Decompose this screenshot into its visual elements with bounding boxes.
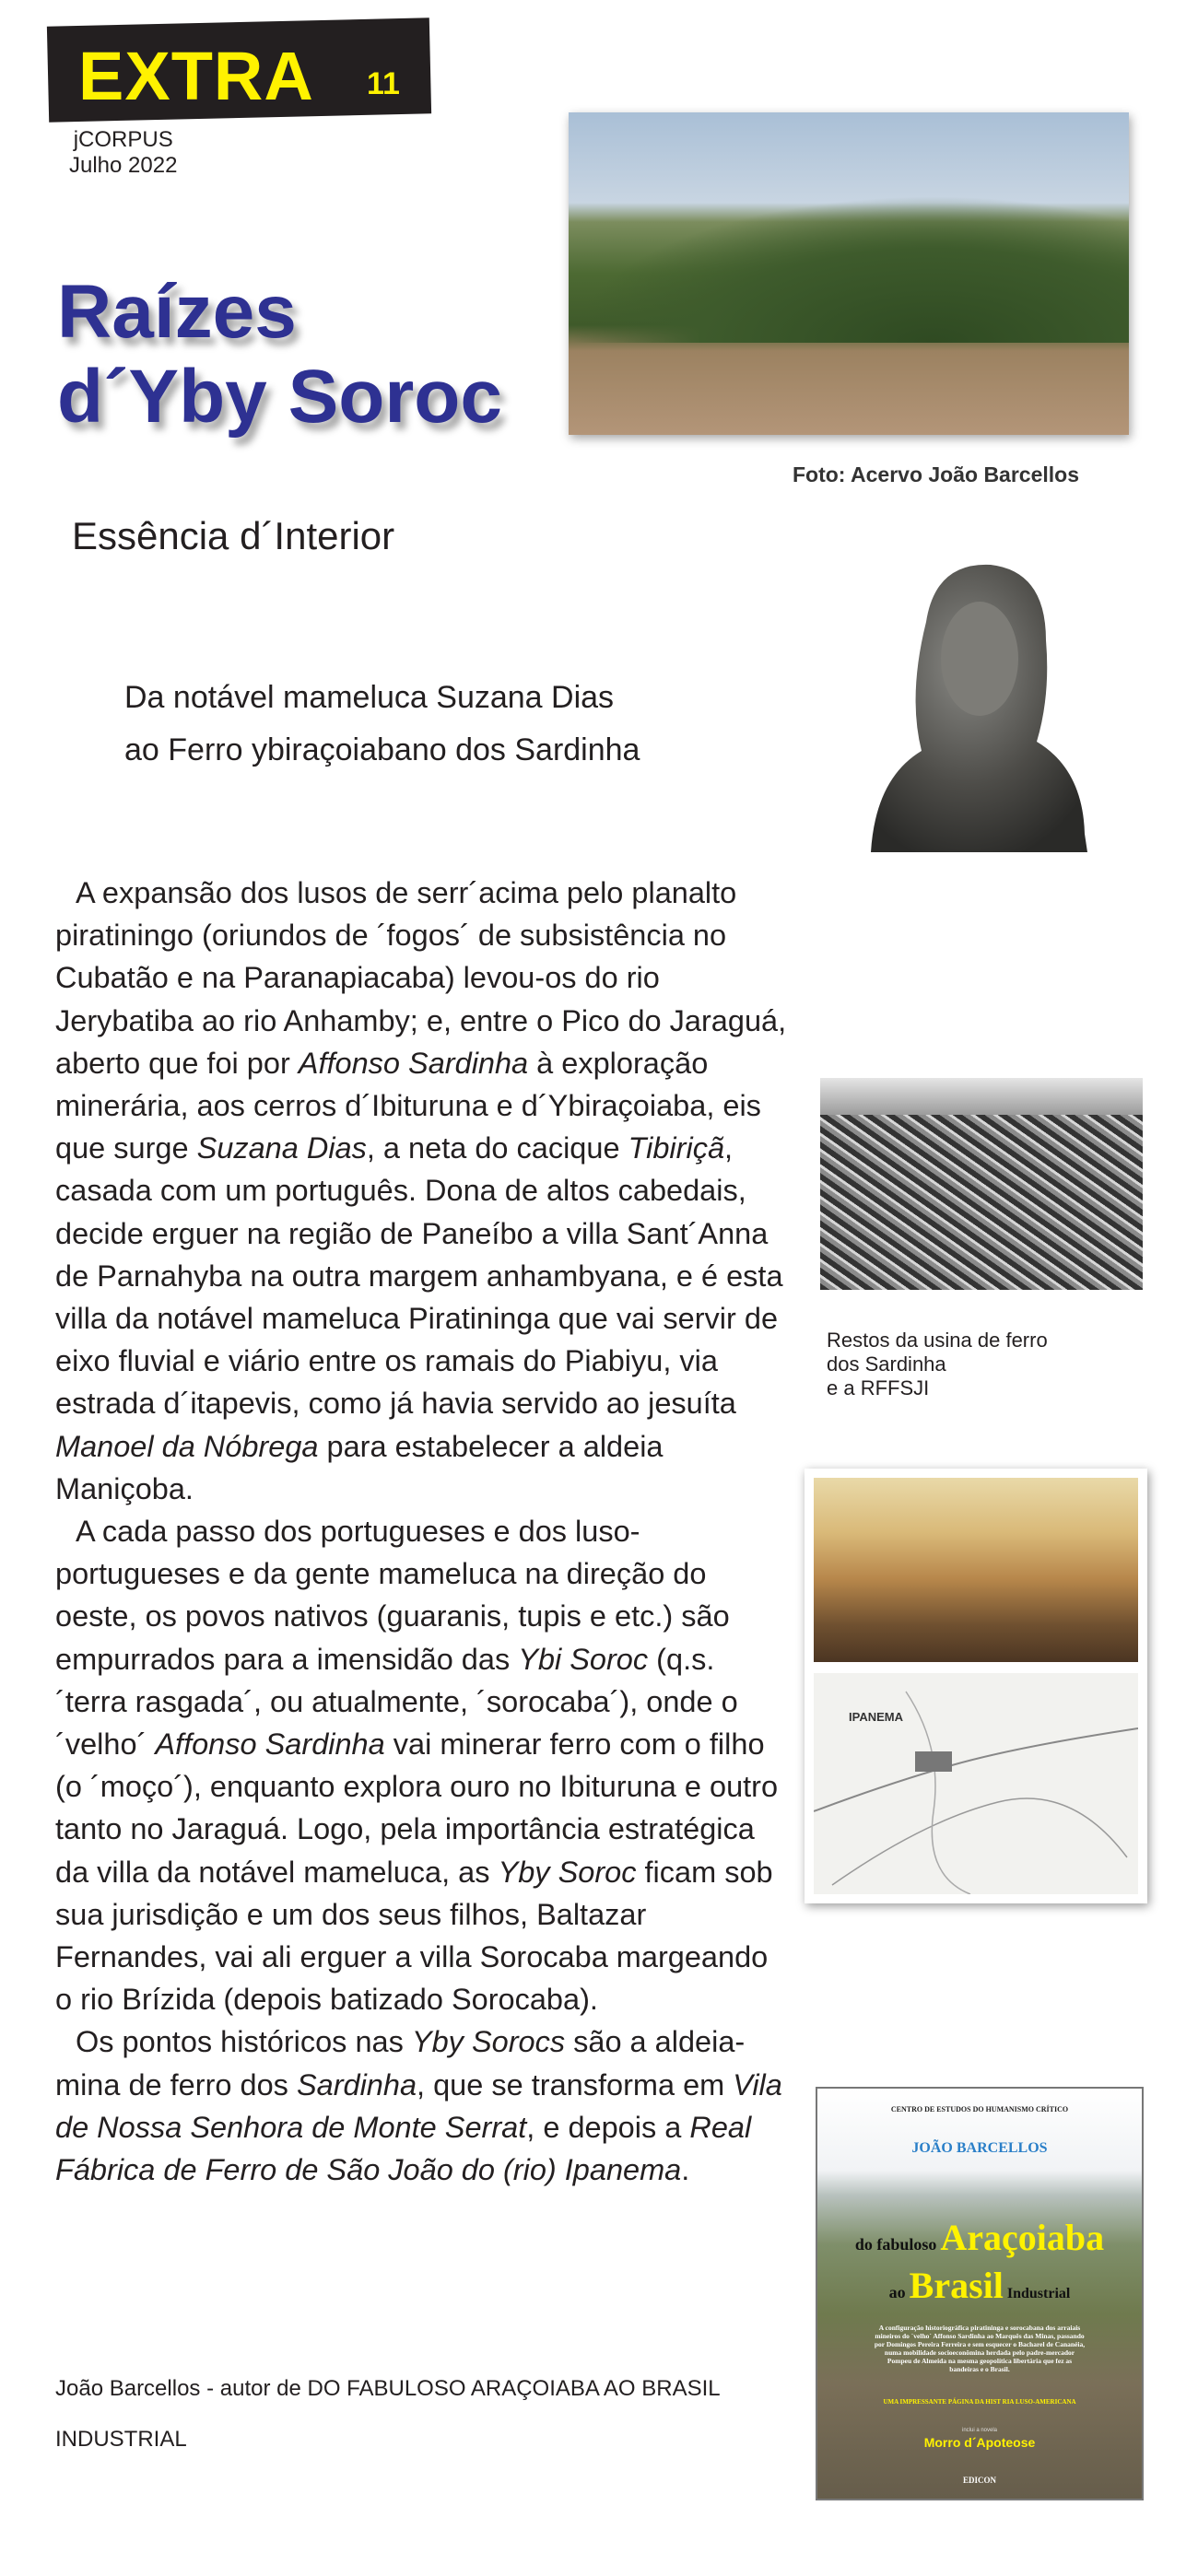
article-title-line2: d´Yby Soroc [57, 355, 502, 439]
article-title-line1: Raízes [57, 270, 297, 354]
italic-term: Suzana Dias [196, 1131, 367, 1165]
text-run: , e depois a [526, 2110, 690, 2144]
book-tagline: UMA IMPRESSANTE PÁGINA DA HIST RIA LUSO-AMERICANA [883, 2398, 1076, 2406]
photo-sky [820, 1078, 1143, 1115]
historic-painting-and-map [805, 1469, 1147, 1903]
text-run: à exploração minerária, aos cerros d´Ibituruna e d´Ybiraçoiaba, eis que surge [55, 1046, 761, 1165]
paragraph-1 [55, 872, 793, 1510]
book-includes: inclui a novela [961, 2428, 998, 2433]
italic-term: Real Fábrica de Ferro de São João do (rio) Ipanema [55, 2110, 752, 2187]
deck-line2: ao Ferro ybiraçoiabano dos Sardinha [124, 732, 640, 767]
issue-number: 11 [367, 66, 400, 101]
italic-term: Yby Soroc [498, 1855, 637, 1889]
italic-term: Affonso Sardinha [155, 1727, 385, 1762]
publication-info [69, 127, 177, 179]
book-publisher-top: CENTRO DE ESTUDOS DO HUMANISMO CRÍTICO [890, 2105, 1069, 2113]
ruins-caption-line2: dos Sardinha [827, 1352, 946, 1376]
italic-term: Manoel da Nóbrega [55, 1429, 319, 1463]
extra-badge: EXTRA [78, 38, 314, 114]
book-title-d: Brasil [909, 2265, 1004, 2306]
italic-term: Yby Sorocs [411, 2025, 566, 2059]
ruins-caption-line3: e a RFFSJI [827, 1376, 930, 1399]
italic-term: Tibiriçã [628, 1131, 725, 1165]
historic-painting [814, 1478, 1138, 1662]
text-run: Os pontos históricos nas [76, 2025, 412, 2059]
paragraph-2 [55, 1510, 793, 2020]
author-credit: João Barcellos - autor de DO FABULOSO ARAÇOIABA AO BRASIL INDUSTRIAL [55, 2376, 720, 2452]
book-novel: Morro d´Apoteose [923, 2435, 1036, 2450]
italic-term: Affonso Sardinha [298, 1046, 529, 1080]
publication-name: jCORPUS [73, 127, 173, 152]
book-title-e: Industrial [1006, 2286, 1071, 2301]
book-publisher: EDICON [962, 2476, 996, 2485]
deck-line1: Da notável mameluca Suzana Dias [124, 680, 615, 715]
landscape-photo [569, 112, 1129, 435]
text-run: para estabelecer a aldeia Maniçoba. [55, 1429, 664, 1505]
text-run: A cada passo dos portugueses e dos luso-portugueses e da gente mameluca na direção do oeste, os povos nativos (guaranis, tupis e etc.) são empurrados para a imensidão das [55, 1515, 730, 1676]
text-run: , que se transforma em [417, 2067, 734, 2102]
ruins-caption [827, 1329, 1048, 1400]
text-run: . [681, 2153, 690, 2187]
book-blurb: A configuração historiográfica piratininga e sorocabana dos arraiais mineiros do ´velho´ Affonso Sardinha ao Marquês das Minas, passando por Domingos Pereira Ferreira e sem esquecer o Bacharel de Cananéia, numa mobilidade socioeconômina herdada pelo padre-mercador Pompeu de Almeida na mesma geopolítica libertária que fez as bandeiras e o Brasil. [874, 2324, 1086, 2373]
text-run: , a neta do cacique [366, 1131, 628, 1165]
text-run: vai minerar ferro com o filho (o ´moço´), enquanto explora ouro no Ibituruna e outro tanto no Jaraguá. Logo, pela importância estratégica da villa da notável mameluca, as [55, 1727, 779, 1889]
text-run: são a aldeia-mina de ferro dos [55, 2025, 746, 2102]
book-author: JOÃO BARCELLOS [911, 2140, 1048, 2156]
ruins-caption-line1: Restos da usina de ferro [827, 1329, 1048, 1352]
book-title-a: do fabuloso [854, 2235, 937, 2254]
book-cover [816, 2087, 1144, 2500]
iron-ruins-photo [820, 1078, 1143, 1290]
photo-caption: Foto: Acervo João Barcellos [793, 463, 1080, 486]
paragraph-3 [55, 2020, 793, 2191]
map-lines [814, 1673, 1138, 1894]
text-run: A expansão dos lusos de serr´acima pelo planalto piratiningo (oriundos de ´fogos´ de subsistência no Cubatão e na Paranapiacaba) levou-os do rio Jerybatiba ao rio Anhamby; e, entre o Pico do Jaraguá, aberto que foi por [55, 876, 787, 1080]
book-title-c: ao [888, 2283, 906, 2301]
italic-term: Vila de Nossa Senhora de Monte Serrat [55, 2067, 782, 2144]
italic-term: Sardinha [296, 2067, 417, 2102]
italic-term: Ybi Soroc [518, 1642, 649, 1676]
publication-date: Julho 2022 [69, 153, 178, 178]
map-label: IPANEMA [849, 1710, 903, 1724]
bust-sculpture-image [871, 557, 1087, 852]
text-run: (q.s. ´terra rasgada´, ou atualmente, ´sorocaba´), onde o ´velho´ [55, 1642, 738, 1762]
article-body [55, 872, 793, 2191]
historic-map [814, 1673, 1138, 1894]
text-run: ficam sob sua jurisdição e um dos seus filhos, Baltazar Fernandes, vai ali erguer a villa Sorocaba margeando o rio Brízida (depois batizado Sorocaba). [55, 1855, 773, 2017]
article-subtitle: Essência d´Interior [72, 514, 395, 557]
hill-shape [569, 195, 1129, 343]
text-run: , casada com um português. Dona de altos cabedais, decide erguer na região de Paneíbo a villa Sant´Anna de Parnahyba na outra margem anhambyana, e é esta villa da notável mameluca Piratininga que vai servir de eixo fluvial e viário entre os ramais do Piabiyu, via estrada d´itapevis, como já havia servido ao jesuíta [55, 1131, 783, 1421]
book-title-b: Araçoiaba [940, 2217, 1105, 2258]
